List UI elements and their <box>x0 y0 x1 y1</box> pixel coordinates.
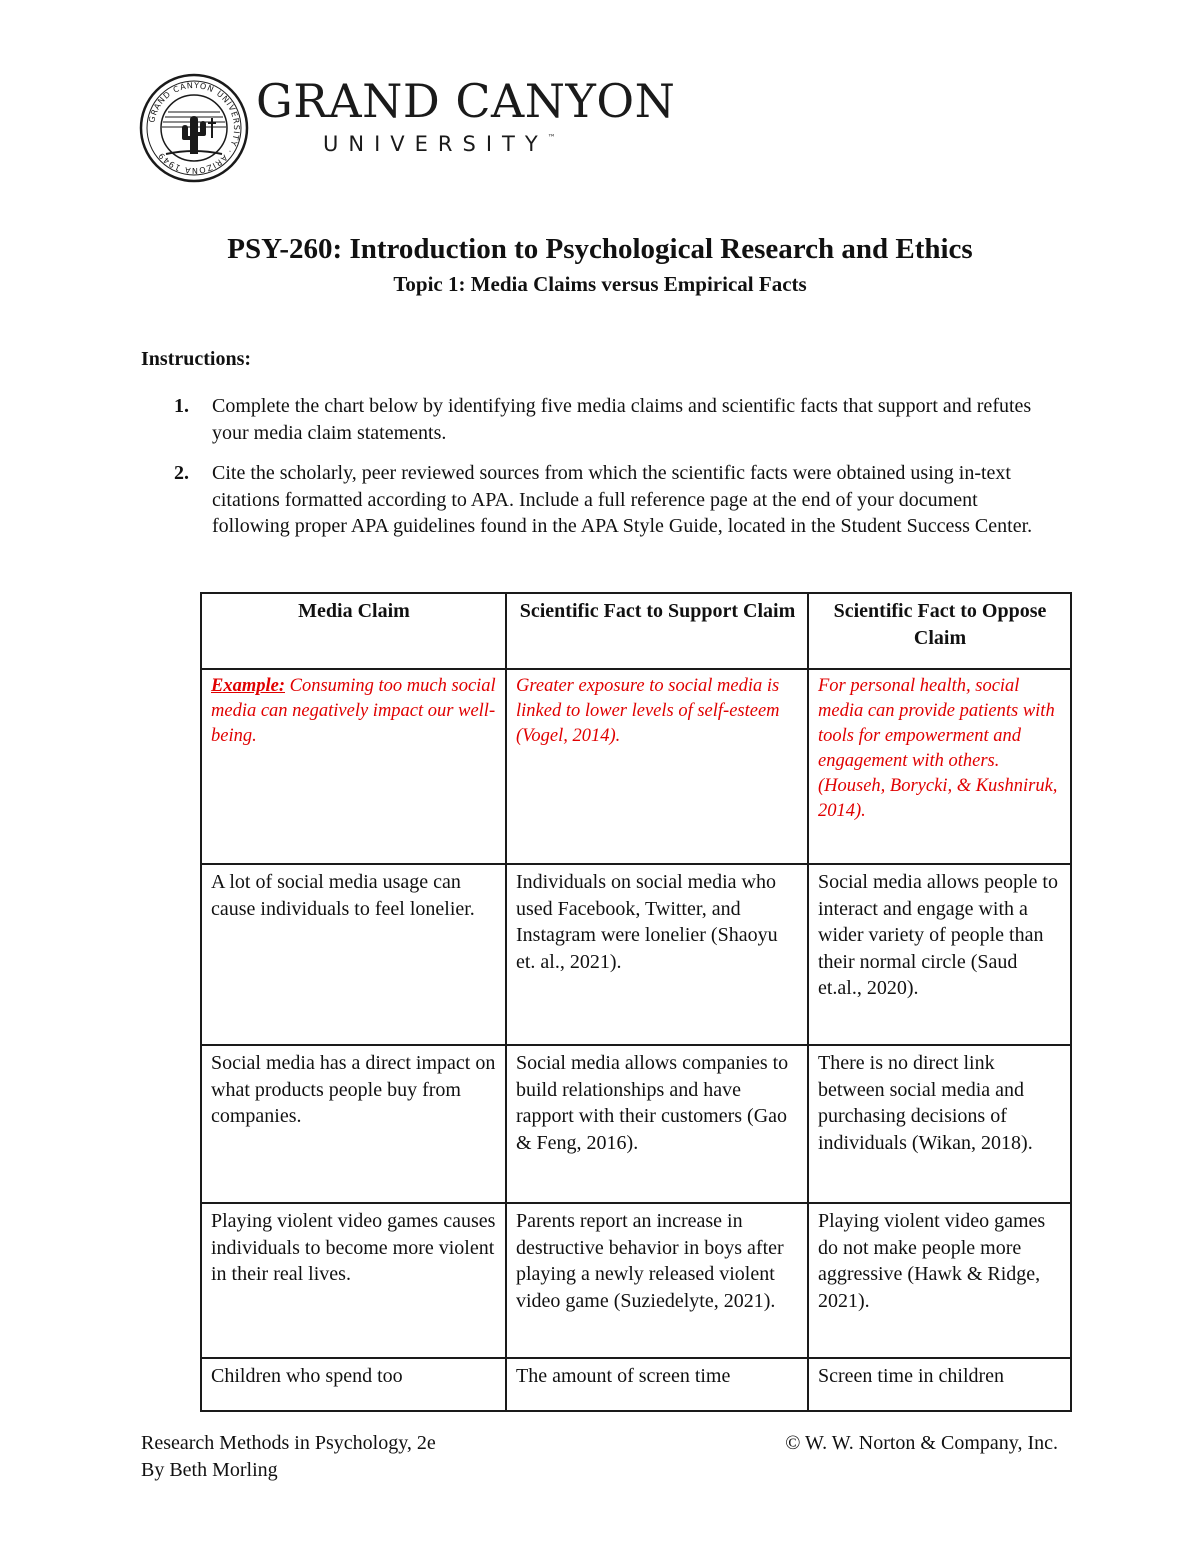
claim-cell: Social media has a direct impact on what products people buy from companies. <box>201 1045 506 1203</box>
header-media-claim: Media Claim <box>201 593 506 669</box>
university-logo <box>138 72 676 184</box>
example-label: Example: <box>211 676 285 696</box>
instruction-text: Complete the chart below by identifying five media claims and scientific facts that support and refutes your media claim statements. <box>212 395 1032 444</box>
footer-copyright: © W. W. Norton & Company, Inc. <box>785 1432 1058 1454</box>
instructions-heading: Instructions: <box>141 348 252 370</box>
oppose-cell: Screen time in children <box>808 1358 1071 1411</box>
support-cell: The amount of screen time <box>506 1358 808 1411</box>
example-claim-text: Consuming too much social media can negatively impact our well-being. <box>211 676 496 746</box>
example-row <box>201 669 1071 864</box>
table-row <box>201 1045 1071 1203</box>
oppose-cell: There is no direct link between social media and purchasing decisions of individuals (Wikan, 2018). <box>808 1045 1071 1203</box>
table-row <box>201 1358 1071 1411</box>
example-oppose-cell: For personal health, social media can provide patients with tools for empowerment and engagement with others. (Househ, Borycki, & Kushniruk, 2014). <box>808 669 1071 864</box>
example-support-cell: Greater exposure to social media is linked to lower levels of self-esteem (Vogel, 2014). <box>506 669 808 864</box>
instruction-item <box>141 393 1041 446</box>
svg-text:GRAND CANYON UNIVERSITY · ARIZ: GRAND CANYON UNIVERSITY · ARIZONA 1949 <box>147 80 242 176</box>
claim-cell: Children who spend too <box>201 1358 506 1411</box>
footer-left <box>141 1430 436 1484</box>
oppose-cell: Playing violent video games do not make people more aggressive (Hawk & Ridge, 2021). <box>808 1203 1071 1358</box>
logo-wordmark-university: UNIVERSITY™ <box>323 132 556 156</box>
header-support-fact: Scientific Fact to Support Claim <box>506 593 808 669</box>
example-claim-cell <box>201 669 506 864</box>
instruction-item <box>141 460 1041 540</box>
instructions-list <box>141 393 1041 554</box>
support-cell: Social media allows companies to build relationships and have rapport with their customers (Gao & Feng, 2016). <box>506 1045 808 1203</box>
claim-cell: A lot of social media usage can cause individuals to feel lonelier. <box>201 864 506 1045</box>
support-cell: Parents report an increase in destructive behavior in boys after playing a newly released violent video game (Suziedelyte, 2021). <box>506 1203 808 1358</box>
table-header-row <box>201 593 1071 669</box>
media-claims-table <box>200 592 1072 1412</box>
topic-title: Topic 1: Media Claims versus Empirical Facts <box>393 272 807 296</box>
footer-author: By Beth Morling <box>141 1459 278 1481</box>
header-oppose-fact: Scientific Fact to Oppose Claim <box>808 593 1071 669</box>
instruction-text: Cite the scholarly, peer reviewed sources from which the scientific facts were obtained using in-text citations formatted according to APA. Include a full reference page at the end of your document following proper APA guidelines found in the APA Style Guide, located in the Student Success Center. <box>212 462 1033 537</box>
course-title: PSY-260: Introduction to Psychological Research and Ethics <box>227 233 973 265</box>
logo-wordmark-grand-canyon: GRAND CANYON <box>256 74 676 128</box>
claim-cell: Playing violent video games causes individuals to become more violent in their real lives. <box>201 1203 506 1358</box>
university-seal-icon <box>138 72 250 184</box>
oppose-cell: Social media allows people to interact and engage with a wider variety of people than their normal circle (Saud et.al., 2020). <box>808 864 1071 1045</box>
footer-book-title: Research Methods in Psychology, 2e <box>141 1432 436 1454</box>
support-cell: Individuals on social media who used Facebook, Twitter, and Instagram were lonelier (Shaoyu et. al., 2021). <box>506 864 808 1045</box>
instruction-number: 2. <box>174 462 189 484</box>
table-row <box>201 1203 1071 1358</box>
table-row <box>201 864 1071 1045</box>
instruction-number: 1. <box>174 395 189 417</box>
